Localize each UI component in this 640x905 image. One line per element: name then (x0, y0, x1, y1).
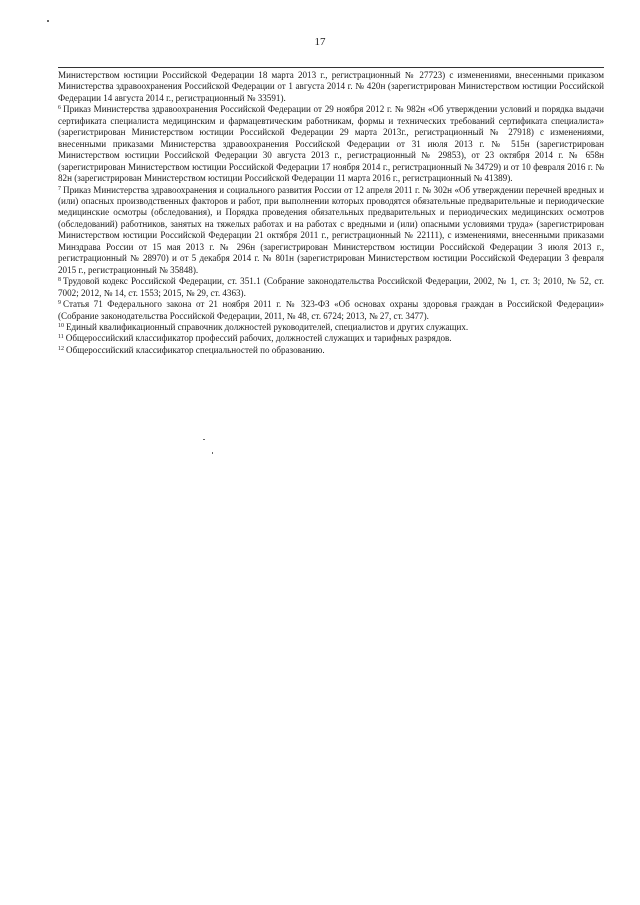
scan-speck (203, 439, 205, 440)
footnote-separator (58, 67, 604, 68)
footnote-number: 6 (58, 105, 61, 112)
footnote-number: 7 (58, 185, 61, 192)
page-number: 17 (314, 36, 326, 48)
footnote-number: 11 (58, 334, 64, 341)
footnote-text: Статья 71 Федерального закона от 21 ноября 2011 г. № 323-ФЗ «Об основах охраны здоровья граждан в Российской Федерации» (Собрание законодательства Российской Федерации, 2011, № 48, ст. 6724; 2013, № 27, ст. 3477). (58, 299, 604, 321)
footnotes-section (58, 70, 604, 356)
footnote-text: Общероссийский классификатор специальностей по образованию. (66, 344, 325, 355)
footnote-text: Общероссийский классификатор профессий рабочих, должностей служащих и тарифных разрядов. (65, 333, 452, 344)
scan-speck (47, 20, 49, 22)
footnote-11 (58, 333, 604, 344)
footnote-number: 12 (58, 345, 64, 352)
footnote-6 (58, 104, 604, 184)
footnote-number: 9 (58, 300, 61, 307)
footnote-number: 8 (58, 277, 61, 284)
footnote-number: 10 (58, 322, 64, 329)
footnote-text: Министерством юстиции Российской Федерации 18 марта 2013 г., регистрационный № 27723) с изменениями, внесенными приказом Министерства здравоохранения Российской Федерации от 1 августа 2014 г. № 420н (зарегистрирован Министерством юстиции Российской Федерации 14 августа 2014 г., регистрационный № 33591). (58, 70, 604, 103)
footnote-text: Приказ Министерства здравоохранения и социального развития России от 12 апреля 2011 г. № 302н «Об утверждении перечней вредных и (или) опасных производственных факторов и работ, при выполнении которых проводятся обязательные предварительные и периодические медицинские осмотры (обследования), и Порядка проведения обязательных предварительных и периодических медицинских осмотров (обследований) работников, занятых на тяжелых работах и на работах с вредными и (или) опасными условиями труда» (зарегистрирован Министерством юстиции Российской Федерации 21 октября 2011 г., регистрационный № 22111), с изменениями, внесенными приказами Минздрава России от 15 мая 2013 г. № 296н (зарегистрирован Министерством юстиции Российской Федерации 3 июля 2013 г., регистрационный № 28970) и от 5 декабря 2014 г. № 801н (зарегистрирован Министерством юстиции Российской Федерации 3 февраля 2015 г., регистрационный № 35848). (58, 184, 604, 275)
footnote-continuation (58, 70, 604, 104)
footnote-7 (58, 185, 604, 277)
footnote-text: Единый квалификационный справочник должностей руководителей, специалистов и других служащих. (66, 321, 469, 332)
footnote-8 (58, 276, 604, 299)
footnote-9 (58, 299, 604, 322)
footnote-text: Трудовой кодекс Российской Федерации, ст. 351.1 (Собрание законодательства Российской Федерации, 2002, № 1, ст. 3; 2010, № 52, ст. 7002; 2012, № 14, ст. 1553; 2015, № 29, ст. 4363). (58, 276, 604, 298)
footnote-10 (58, 322, 604, 333)
footnote-12 (58, 345, 604, 356)
scan-speck (212, 452, 213, 454)
footnote-text: Приказ Министерства здравоохранения Российской Федерации от 29 ноября 2012 г. № 982н «Об утверждении условий и порядка выдачи сертификата специалиста медицинским и фармацевтическим работникам, формы и технических требований сертификата специалиста» (зарегистрирован Министерством юстиции Российской Федерации 29 марта 2013г., регистрационный № 27918) с изменениями, внесенными приказами Министерства здравоохранения Российской Федерации от 31 июля 2013 г. № 515н (зарегистрирован Министерством юстиции Российской Федерации 30 августа 2013 г., регистрационный № 29853), от 23 октября 2014 г. № 658н (зарегистрирован Министерством юстиции Российской Федерации 17 ноября 2014 г., регистрационный № 34729) и от 10 февраля 2016 г. № 82н (зарегистрирован Министерством юстиции Российской Федерации 11 марта 2016 г., регистрационный № 41389). (58, 104, 604, 184)
